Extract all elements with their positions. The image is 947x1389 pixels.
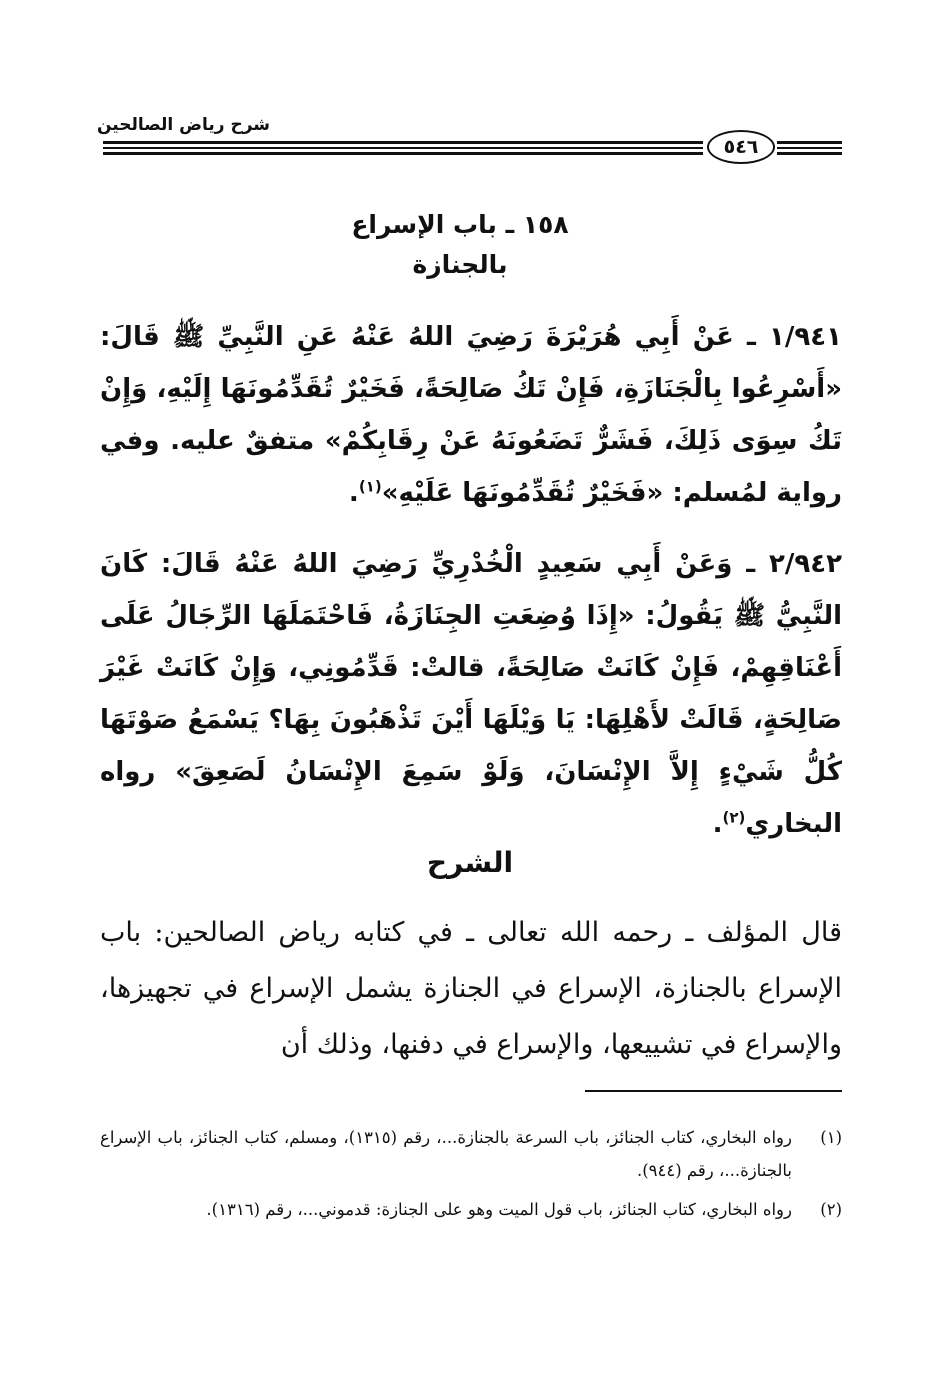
footnote: [100, 1121, 842, 1187]
footnote-text: رواه البخاري، كتاب الجنائز، باب السرعة بالجنازة...، رقم (١٣١٥)، ومسلم، كتاب الجنائز، باب الإسراع بالجنازة...، رقم (٩٤٤).: [100, 1128, 792, 1180]
hadith-end: .: [348, 478, 359, 508]
header-rule: [103, 141, 703, 144]
running-title: شرح رياض الصالحين: [96, 115, 270, 135]
chapter-heading: ١٥٨ ـ باب الإسراع بالجنازة: [351, 210, 569, 279]
footnote-marker: (٢): [722, 808, 746, 827]
header-rule: [777, 141, 842, 144]
footnote-text: رواه البخاري، كتاب الجنائز، باب قول الميت وهو على الجنازة: قدموني...، رقم (١٣١٦).: [206, 1200, 792, 1219]
header-rule: [777, 152, 842, 155]
hadith-end: .: [712, 809, 723, 839]
footnote-number: (١): [820, 1128, 842, 1147]
page-number: ٥٤٦: [707, 130, 775, 164]
header-rule: [103, 152, 703, 155]
commentary-text: قال المؤلف ـ رحمه الله تعالى ـ في كتابه رياض الصالحين: باب الإسراع بالجنازة، الإسراع في الجنازة يشمل الإسراع في تجهيزها، والإسراع في تشييعها، والإسراع في دفنها، وذلك أن: [100, 917, 842, 1060]
hadith-text: ـ وَعَنْ أَبِي سَعِيدٍ الْخُدْرِيِّ رَضِيَ اللهُ عَنْهُ قَالَ: كَانَ النَّبِيُّ ﷺ يَقُولُ: «إِذَا وُضِعَتِ الجِنَازَةُ، فَاحْتَمَلَهَا الرِّجَالُ عَلَى أَعْنَاقِهِمْ، فَإِنْ كَانَتْ صَالِحَةً، قالتْ: قَدِّمُونِي، وَإِنْ كَانَتْ غَيْرَ صَالِحَةٍ، قَالَتْ لأَهْلِهَا: يَا وَيْلَهَا أَيْنَ تَذْهَبُونَ بِهَا؟ يَسْمَعُ صَوْتَهَا كُلُّ شَيْءٍ إِلاَّ الإِنْسَانَ، وَلَوْ سَمِعَ الإِنْسَانُ لَصَعِقَ» رواه البخاري: [100, 549, 842, 839]
hadith-number: ٢/٩٤٢: [769, 549, 842, 579]
hadith-paragraph: [100, 538, 842, 839]
hadith-paragraph: [100, 311, 842, 526]
header-rule: [777, 147, 842, 149]
footnote-separator: [585, 1090, 842, 1092]
footnote: [100, 1193, 842, 1259]
header-rule: [103, 147, 703, 149]
commentary-heading: الشرح: [426, 846, 514, 879]
footnote-marker: (١): [358, 477, 382, 496]
hadith-text: ـ عَنْ أَبِي هُرَيْرَةَ رَضِيَ اللهُ عَنْهُ عَنِ النَّبِيِّ ﷺ قَالَ: «أَسْرِعُوا بِالْجَنَازَةِ، فَإِنْ تَكُ صَالِحَةً، فَخَيْرٌ تُقَدِّمُونَهَا إِلَيْهِ، وَإِنْ تَكُ سِوَى ذَلِكَ، فَشَرٌّ تَضَعُونَهُ عَنْ رِقَابِكُمْ» متفقٌ عليه. وفي رواية لمُسلم: «فَخَيْرٌ تُقَدِّمُونَهَا عَلَيْهِ»: [100, 322, 842, 508]
hadith-number: ١/٩٤١: [769, 322, 842, 352]
footnote-number: (٢): [820, 1200, 842, 1219]
